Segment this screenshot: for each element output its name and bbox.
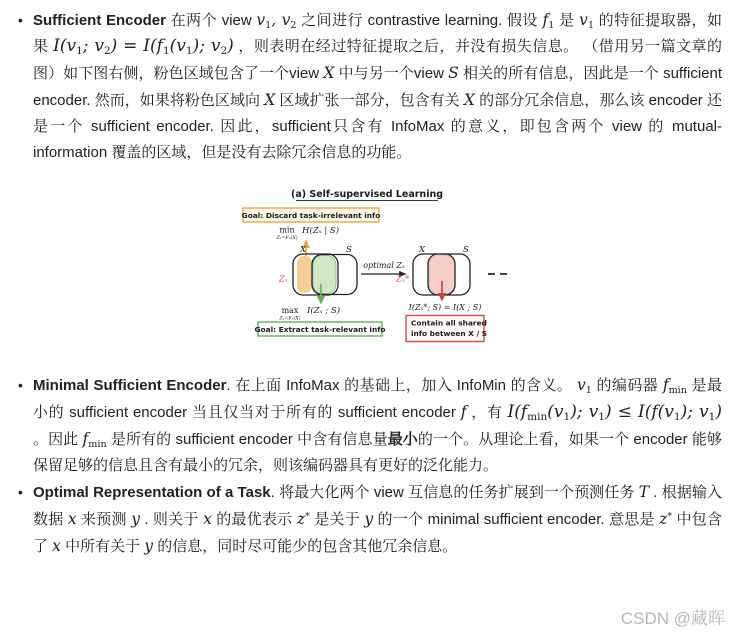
optimal-arrow — [361, 261, 405, 274]
bullet-marker: • — [18, 377, 23, 393]
svg-text:Zₓ=Fₓ(X): Zₓ=Fₓ(X) — [279, 316, 301, 322]
zx-label: Zₓ — [279, 274, 288, 285]
bullet-optimal-representation — [14, 479, 722, 560]
right-equation: I(Zₓ*; S) = I(X ; S) — [408, 303, 482, 312]
svg-text:info between X / S: info between X / S — [411, 329, 488, 338]
svg-text:I(Zₓ ; S): I(Zₓ ; S) — [307, 306, 341, 316]
task-relevant-region — [313, 256, 336, 294]
x-label: X — [419, 245, 426, 255]
venn-right — [395, 245, 470, 298]
self-supervised-learning-diagram — [230, 184, 512, 351]
optimal-label: optimal Zₓ — [363, 261, 405, 270]
svg-text:min: min — [279, 225, 295, 235]
svg-text:H(Zₓ | S): H(Zₓ | S) — [302, 226, 340, 236]
bullet-sufficient-encoder — [14, 7, 722, 166]
contain-box — [406, 316, 487, 342]
figure-self-supervised-learning[interactable] — [230, 184, 512, 351]
goal-discard-box — [242, 208, 381, 222]
goal-extract-box — [254, 322, 385, 336]
svg-text:Goal: Extract task-relevant in: Goal: Extract task-relevant info — [254, 325, 386, 334]
task-irrelevant-region — [297, 256, 312, 293]
svg-text:max: max — [281, 306, 299, 315]
svg-text:Goal: Discard task-irrelevant: Goal: Discard task-irrelevant info — [241, 211, 381, 220]
bullet-text-optimal-representation: Optimal Representation of a Task. 将最大化两个 view 互信息的任务扩展到一个预测任务 T . 根据输入数据 x 来预测 y . 则关于 x 的最优表示 z* 是关于 y 的一个 minimal sufficient encoder. 意思是 z* 中包含了 x 中所有关于 y 的信息，同时尽可能少的包含其他冗余信息。 — [33, 483, 722, 555]
figure-title: (a) Self-supervised Learning — [290, 189, 444, 200]
min-equation — [275, 225, 339, 241]
bullet-marker: • — [18, 484, 23, 500]
s-label: S — [346, 245, 352, 255]
x-label: X — [300, 245, 307, 255]
max-equation — [278, 305, 340, 322]
bullet-minimal-sufficient-encoder — [14, 372, 722, 479]
svg-text:Contain all shared: Contain all shared — [411, 318, 487, 328]
s-label: S — [463, 245, 469, 255]
bullet-marker: • — [18, 12, 23, 28]
svg-text:Zₓ=Fₓ(X): Zₓ=Fₓ(X) — [276, 236, 298, 241]
csdn-watermark: CSDN @藏晖 — [620, 609, 725, 628]
zx-star-label: Zₓ* — [396, 274, 410, 285]
venn-left — [278, 245, 357, 301]
bullet-text-minimal-sufficient-encoder: Minimal Sufficient Encoder. 在上面 InfoMax 的基础上，加入 InfoMin 的含义。 $v_1$ 的编码器 $f_{min}$ 是最小的 sufficient encoder 当且仅当对于所有的 sufficient encoder f ，有 $I(f_{min}(v_1)$; $v_1) \le I(f(v_1)$; $v_1$) 。因此 $f_{min}$ 是所有的 sufficient encoder 中含有信息量最小的一个。从理论上看，如果一个 encoder 能够保留足够的信息且含有最小的冗余，则该编码器具有更好的泛化能力。 — [33, 376, 722, 474]
bullet-text-sufficient-encoder: Sufficient Encoder 在两个 view $v_1$, $v_2$ 之间进行 contrastive learning. 假设 $f_1$ 是 $v_1$ 的特征提取器，如果 $I(v_1$; $v_2) = I(f_1(v_1)$; $v_2$) ，则表明在经过特征提取之后，并没有损失信息。 （借用另一篇文章的图）如下图右侧，粉色区域包含了一个view X 中与另一个view S 相关的所有信息，因此是一个 sufficient encoder. 然而，如果将粉色区域向 X 区域扩张一部分，包含有关 X 的部分冗余信息，那么该 encoder 还是一个 sufficient encoder. 因此，sufficient只含有 InfoMax 的意义，即包含两个 view 的 mutual-information 覆盖的区域，但是没有去除冗余信息的功能。 — [33, 11, 723, 161]
